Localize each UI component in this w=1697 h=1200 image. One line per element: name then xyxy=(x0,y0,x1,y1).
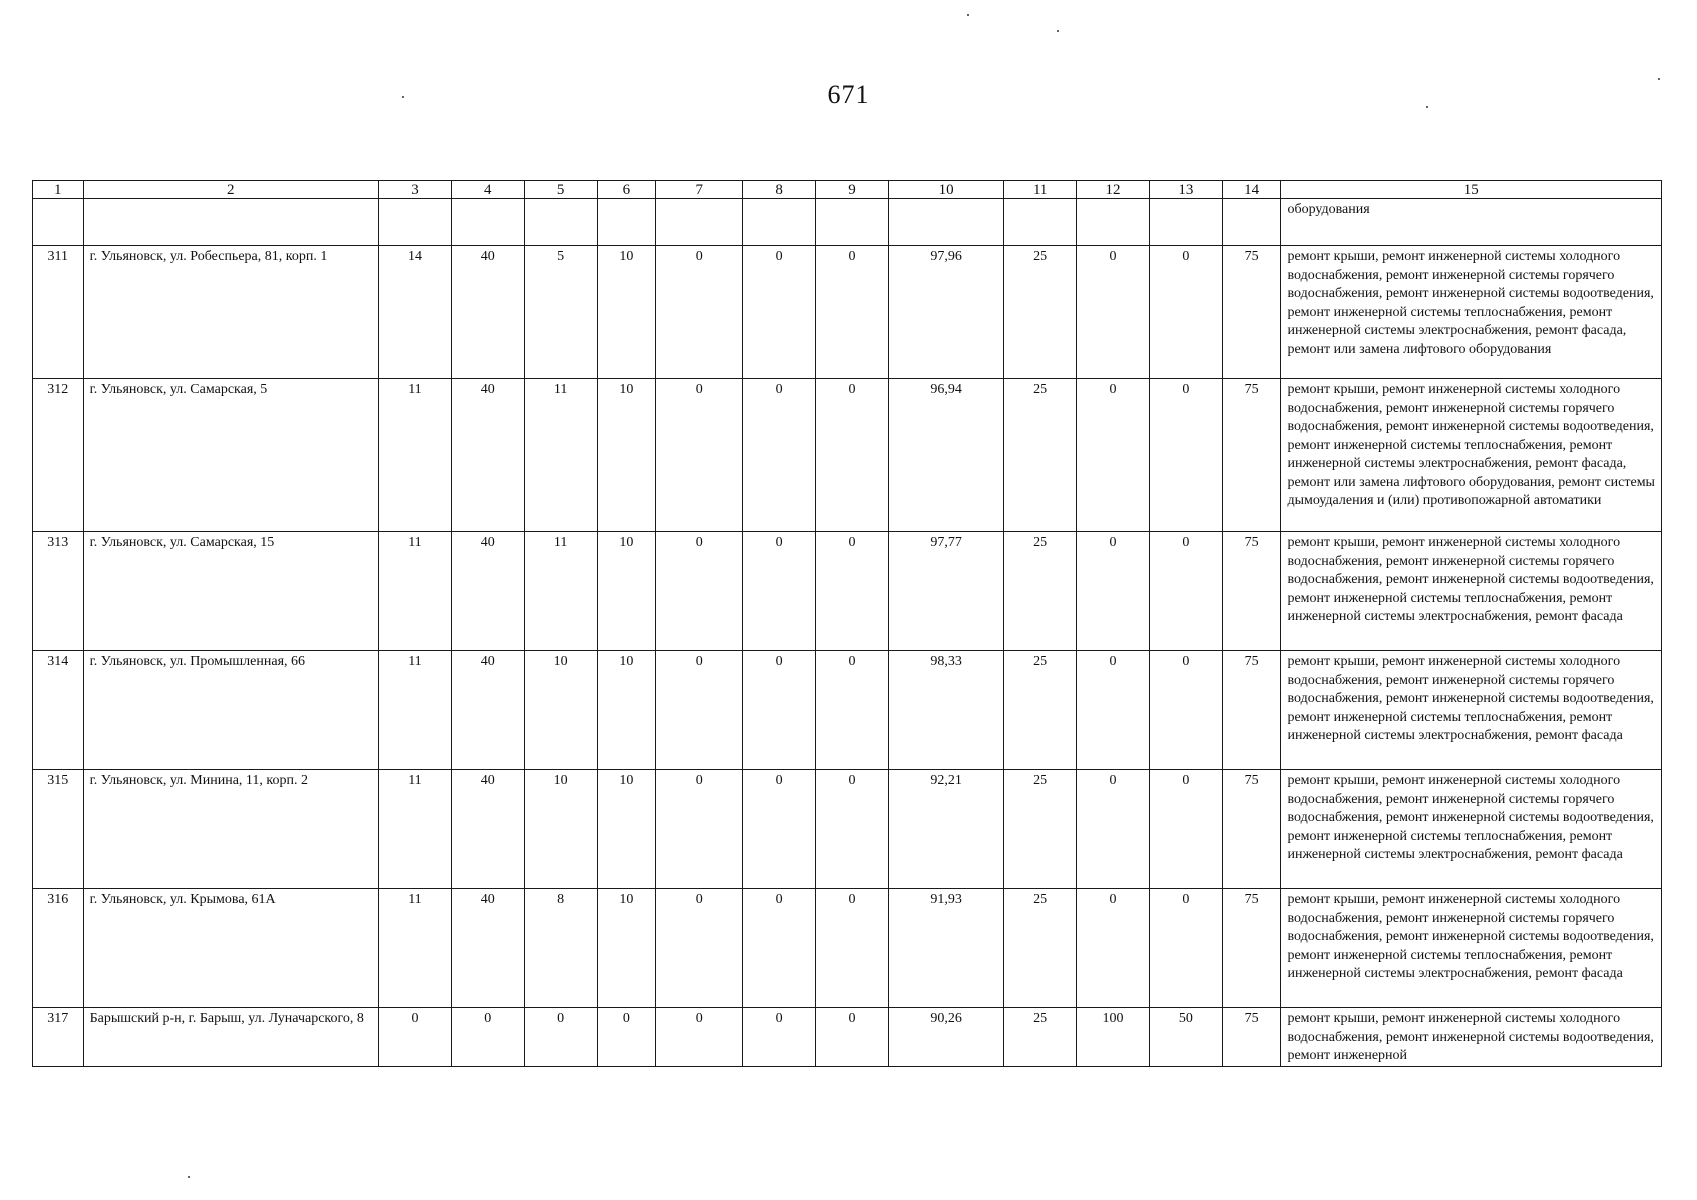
value-cell: 0 xyxy=(656,532,743,651)
value-cell: 10 xyxy=(597,379,656,532)
address-cell: г. Ульяновск, ул. Самарская, 5 xyxy=(83,379,378,532)
table-cell xyxy=(656,199,743,246)
works-cell: ремонт крыши, ремонт инженерной системы холодного водоснабжения, ремонт инженерной системы горячего водоснабжения, ремонт инженерной системы водоотведения, ремонт инженерной системы теплоснабжения, ремонт инженерной системы электроснабжения, ремонт фасада xyxy=(1281,532,1662,651)
table-cell xyxy=(888,199,1003,246)
table-cell xyxy=(33,199,84,246)
table-cell xyxy=(597,199,656,246)
table-cell xyxy=(816,199,889,246)
value-cell: 75 xyxy=(1222,532,1281,651)
value-cell: 11 xyxy=(379,651,452,770)
value-cell: 0 xyxy=(656,889,743,1008)
value-cell: 0 xyxy=(816,651,889,770)
value-cell: 0 xyxy=(816,889,889,1008)
header-cell: 13 xyxy=(1149,181,1222,199)
address-cell: Барышский р-н, г. Барыш, ул. Луначарского, 8 xyxy=(83,1008,378,1067)
value-cell: 0 xyxy=(656,246,743,379)
scan-speck xyxy=(1426,106,1428,108)
value-cell: 10 xyxy=(597,532,656,651)
continuation-row xyxy=(33,199,1662,246)
row-number: 311 xyxy=(33,246,84,379)
value-cell: 0 xyxy=(743,379,816,532)
value-cell: 0 xyxy=(743,651,816,770)
value-cell: 75 xyxy=(1222,246,1281,379)
table-cell xyxy=(1222,199,1281,246)
value-cell: 100 xyxy=(1077,1008,1150,1067)
header-cell: 8 xyxy=(743,181,816,199)
value-cell: 0 xyxy=(451,1008,524,1067)
value-cell: 0 xyxy=(816,770,889,889)
value-cell: 96,94 xyxy=(888,379,1003,532)
value-cell: 75 xyxy=(1222,651,1281,770)
value-cell: 10 xyxy=(597,246,656,379)
value-cell: 92,21 xyxy=(888,770,1003,889)
header-cell: 4 xyxy=(451,181,524,199)
value-cell: 0 xyxy=(1149,770,1222,889)
header-cell: 14 xyxy=(1222,181,1281,199)
value-cell: 0 xyxy=(1077,246,1150,379)
value-cell: 40 xyxy=(451,889,524,1008)
value-cell: 5 xyxy=(524,246,597,379)
value-cell: 75 xyxy=(1222,889,1281,1008)
row-number: 317 xyxy=(33,1008,84,1067)
scan-speck xyxy=(402,96,404,98)
row-number: 313 xyxy=(33,532,84,651)
header-cell: 9 xyxy=(816,181,889,199)
value-cell: 25 xyxy=(1004,246,1077,379)
scan-speck xyxy=(1057,30,1059,32)
value-cell: 0 xyxy=(816,246,889,379)
address-cell: г. Ульяновск, ул. Крымова, 61А xyxy=(83,889,378,1008)
header-cell: 12 xyxy=(1077,181,1150,199)
header-cell: 7 xyxy=(656,181,743,199)
row-number: 312 xyxy=(33,379,84,532)
value-cell: 25 xyxy=(1004,532,1077,651)
value-cell: 0 xyxy=(1149,246,1222,379)
works-cell: ремонт крыши, ремонт инженерной системы холодного водоснабжения, ремонт инженерной системы горячего водоснабжения, ремонт инженерной системы водоотведения, ремонт инженерной системы теплоснабжения, ремонт инженерной системы электроснабжения, ремонт фасада xyxy=(1281,770,1662,889)
header-cell: 3 xyxy=(379,181,452,199)
table-row xyxy=(33,889,1662,1008)
value-cell: 0 xyxy=(656,1008,743,1067)
address-cell: г. Ульяновск, ул. Минина, 11, корп. 2 xyxy=(83,770,378,889)
value-cell: 75 xyxy=(1222,770,1281,889)
header-cell: 1 xyxy=(33,181,84,199)
value-cell: 0 xyxy=(743,770,816,889)
value-cell: 97,77 xyxy=(888,532,1003,651)
value-cell: 0 xyxy=(597,1008,656,1067)
page-number: 671 xyxy=(827,80,870,109)
value-cell: 11 xyxy=(379,770,452,889)
header-cell: 2 xyxy=(83,181,378,199)
value-cell: 14 xyxy=(379,246,452,379)
table-cell xyxy=(1004,199,1077,246)
value-cell: 0 xyxy=(656,770,743,889)
address-cell: г. Ульяновск, ул. Робеспьера, 81, корп. 1 xyxy=(83,246,378,379)
works-cell: оборудования xyxy=(1281,199,1662,246)
row-number: 314 xyxy=(33,651,84,770)
works-cell: ремонт крыши, ремонт инженерной системы холодного водоснабжения, ремонт инженерной системы горячего водоснабжения, ремонт инженерной системы водоотведения, ремонт инженерной системы теплоснабжения, ремонт инженерной системы электроснабжения, ремонт фасада xyxy=(1281,889,1662,1008)
value-cell: 0 xyxy=(743,1008,816,1067)
value-cell: 0 xyxy=(1149,532,1222,651)
value-cell: 11 xyxy=(379,532,452,651)
value-cell: 0 xyxy=(816,1008,889,1067)
row-number: 316 xyxy=(33,889,84,1008)
value-cell: 10 xyxy=(597,651,656,770)
table-row xyxy=(33,379,1662,532)
value-cell: 91,93 xyxy=(888,889,1003,1008)
works-cell: ремонт крыши, ремонт инженерной системы холодного водоснабжения, ремонт инженерной системы горячего водоснабжения, ремонт инженерной системы водоотведения, ремонт инженерной системы теплоснабжения, ремонт инженерной системы электроснабжения, ремонт фасада xyxy=(1281,651,1662,770)
value-cell: 10 xyxy=(524,651,597,770)
value-cell: 25 xyxy=(1004,889,1077,1008)
table-cell xyxy=(524,199,597,246)
works-cell: ремонт крыши, ремонт инженерной системы холодного водоснабжения, ремонт инженерной системы водоотведения, ремонт инженерной xyxy=(1281,1008,1662,1067)
data-table xyxy=(32,180,1662,1067)
value-cell: 0 xyxy=(743,889,816,1008)
value-cell: 10 xyxy=(597,889,656,1008)
value-cell: 11 xyxy=(379,889,452,1008)
value-cell: 97,96 xyxy=(888,246,1003,379)
works-cell: ремонт крыши, ремонт инженерной системы холодного водоснабжения, ремонт инженерной системы горячего водоснабжения, ремонт инженерной системы водоотведения, ремонт инженерной системы теплоснабжения, ремонт инженерной системы электроснабжения, ремонт фасада, ремонт или замена лифтового оборудования xyxy=(1281,246,1662,379)
value-cell: 25 xyxy=(1004,770,1077,889)
value-cell: 0 xyxy=(1077,379,1150,532)
table-cell xyxy=(1077,199,1150,246)
value-cell: 90,26 xyxy=(888,1008,1003,1067)
header-cell: 6 xyxy=(597,181,656,199)
value-cell: 0 xyxy=(1149,651,1222,770)
table-row xyxy=(33,1008,1662,1067)
address-cell: г. Ульяновск, ул. Промышленная, 66 xyxy=(83,651,378,770)
value-cell: 0 xyxy=(816,379,889,532)
table-cell xyxy=(83,199,378,246)
value-cell: 98,33 xyxy=(888,651,1003,770)
value-cell: 0 xyxy=(816,532,889,651)
value-cell: 0 xyxy=(1077,889,1150,1008)
table-row xyxy=(33,532,1662,651)
value-cell: 40 xyxy=(451,379,524,532)
value-cell: 0 xyxy=(379,1008,452,1067)
value-cell: 0 xyxy=(1077,770,1150,889)
table-row xyxy=(33,651,1662,770)
value-cell: 75 xyxy=(1222,1008,1281,1067)
value-cell: 40 xyxy=(451,651,524,770)
header-row xyxy=(33,181,1662,199)
value-cell: 11 xyxy=(379,379,452,532)
value-cell: 10 xyxy=(597,770,656,889)
value-cell: 11 xyxy=(524,379,597,532)
row-number: 315 xyxy=(33,770,84,889)
value-cell: 0 xyxy=(1077,651,1150,770)
value-cell: 25 xyxy=(1004,379,1077,532)
header-cell: 15 xyxy=(1281,181,1662,199)
scan-speck xyxy=(967,14,969,16)
header-cell: 10 xyxy=(888,181,1003,199)
address-cell: г. Ульяновск, ул. Самарская, 15 xyxy=(83,532,378,651)
table-cell xyxy=(451,199,524,246)
value-cell: 0 xyxy=(524,1008,597,1067)
value-cell: 75 xyxy=(1222,379,1281,532)
value-cell: 0 xyxy=(1149,889,1222,1008)
value-cell: 0 xyxy=(1077,532,1150,651)
header-cell: 11 xyxy=(1004,181,1077,199)
table-cell xyxy=(743,199,816,246)
table-row xyxy=(33,246,1662,379)
value-cell: 40 xyxy=(451,532,524,651)
value-cell: 0 xyxy=(1149,379,1222,532)
works-cell: ремонт крыши, ремонт инженерной системы холодного водоснабжения, ремонт инженерной системы горячего водоснабжения, ремонт инженерной системы водоотведения, ремонт инженерной системы теплоснабжения, ремонт инженерной системы электроснабжения, ремонт фасада, ремонт или замена лифтового оборудования, ремонт системы дымоудаления и (или) противопожарной автоматики xyxy=(1281,379,1662,532)
value-cell: 8 xyxy=(524,889,597,1008)
table-cell xyxy=(379,199,452,246)
value-cell: 10 xyxy=(524,770,597,889)
header-cell: 5 xyxy=(524,181,597,199)
value-cell: 11 xyxy=(524,532,597,651)
value-cell: 0 xyxy=(743,532,816,651)
value-cell: 25 xyxy=(1004,1008,1077,1067)
value-cell: 0 xyxy=(656,651,743,770)
value-cell: 0 xyxy=(743,246,816,379)
value-cell: 40 xyxy=(451,770,524,889)
value-cell: 40 xyxy=(451,246,524,379)
table-row xyxy=(33,770,1662,889)
value-cell: 25 xyxy=(1004,651,1077,770)
value-cell: 50 xyxy=(1149,1008,1222,1067)
table-cell xyxy=(1149,199,1222,246)
scan-speck xyxy=(188,1176,190,1178)
value-cell: 0 xyxy=(656,379,743,532)
scan-speck xyxy=(1658,78,1660,80)
